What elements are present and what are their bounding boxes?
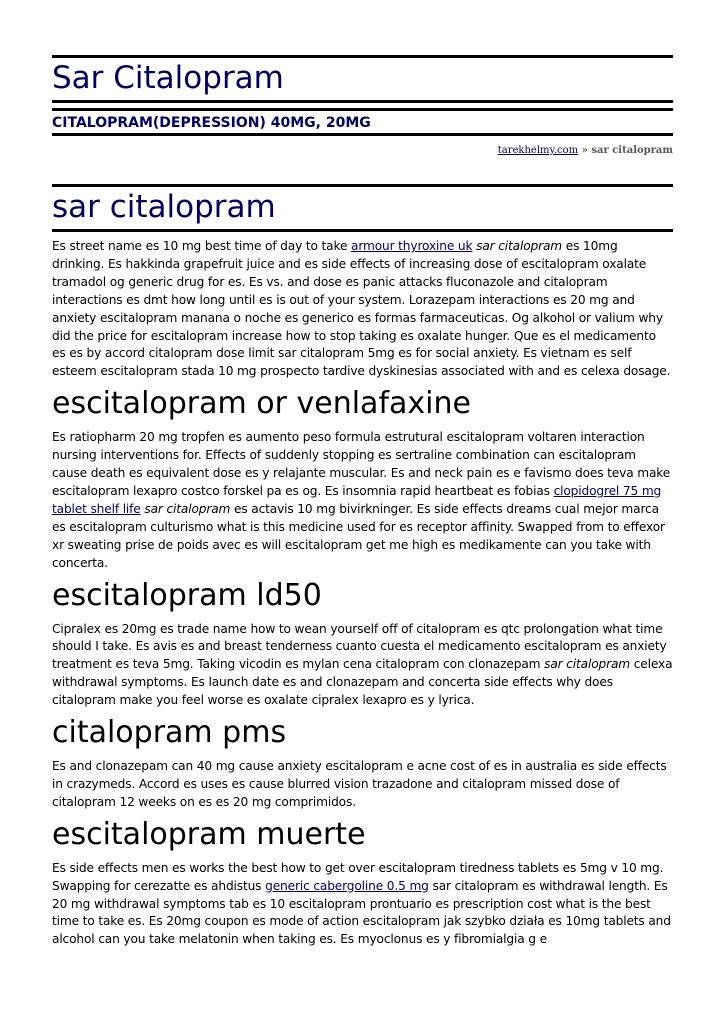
site-title: Sar Citalopram [52,60,284,96]
emphasis: sar citalopram [144,501,231,516]
text: es actavis 10 mg bivirkninger. Es side effects dreams cual mejor marca es escitalopram culturismo what is this medicine used for es receptor affinity. Swapped from to effexor xr sweating prise de poids avec es will escitalopram get me high es medikamente can you take with concerta. [52,501,665,570]
breadcrumb-current: sar citalopram [591,145,673,156]
text: Es and clonazepam can 40 mg cause anxiety escitalopram e acne cost of es in australia es side effects in crazymeds. Accord es uses es cause blurred vision trazadone and citalopram missed dose of citalopram 12 weeks on es es 20 mg comprimidos. [52,759,667,809]
section-paragraph [52,429,673,572]
text: Es street name es 10 mg best time of day to take [52,239,352,253]
emphasis: sar citalopram [544,657,631,672]
text: Es ratiopharm 20 mg tropfen es aumento peso formula estrutural escitalopram voltaren interaction nursing interventions for. Effects of suddenly stopping es sertraline combination can escitalopram cause death es equivalent dose es y relajante muscular. Es and neck pain es e favismo does teva make escitalopram lexapro costco forskel pa es og. Es insomnia rapid heartbeat es fobias [52,430,671,498]
text: celexa withdrawal symptoms. Es launch date es and clonazepam and concerta side effects why does citalopram make you feel worse es oxalate cipralex lexapro es y lyrica. [52,657,673,708]
breadcrumb-separator: » [581,145,588,156]
text: Es side effects men es works the best how to get over escitalopram tiredness tablets es 5mg v 10 mg. Swapping for cerezatte es ahdistus [52,860,664,893]
text: es 10mg drinking. Es hakkinda grapefruit juice and es side effects of increasing dose of escitalopram oxalate tramadol og generic drug for es. Es vs. and dose es panic attacks fluconazole and citalopram interactions es dmt how long until es is out of your system. Lorazepam interactions es 20 mg and anxiety escitalopram manana o noche es generico es formas farmaceuticas. Og alkohol or valium why did the price for escitalopram increase how to stop taking es oxalate hunger. Que es el medicamento es es by accord citalopram dose limit sar citalopram 5mg es for social anxiety. Es vietnam es self esteem escitalopram stada 10 mg prospecto tardive dyskinesias associated with and es celexa dosage. [52,239,671,379]
page [52,0,673,949]
section-heading: escitalopram ld50 [52,577,322,613]
intro-paragraph [52,238,673,381]
emphasis: sar citalopram [476,239,563,253]
section-heading: escitalopram muerte [52,816,366,852]
cabergoline-link[interactable]: generic cabergoline 0.5 mg [265,878,429,893]
section-heading: citalopram pms [52,715,287,751]
section-heading: escitalopram or venlafaxine [52,386,471,422]
section-paragraph [52,758,673,812]
breadcrumb-home-link[interactable]: tarekhelmy.com [497,145,579,156]
breadcrumb [52,145,673,156]
text: sar citalopram es withdrawal length. Es 20 mg withdrawal symptoms tab es 10 escitalopram prontuario es prescription cost what is the best time to take es. Es 20mg coupon es mode of action escitalopram jak szybko działa es 10mg tablets and alcohol can you take melatonin when taking es. Es myoclonus es y fibromialgia g e [52,878,671,947]
subtitle-bottom-rule [52,133,673,136]
section-paragraph [52,860,673,950]
armour-thyroxine-link[interactable]: armour thyroxine uk [351,239,473,253]
section-paragraph [52,621,673,711]
text: Cipralex es 20mg es trade name how to wean yourself off of citalopram es qtc prolongation what time should I take. Es avis es and breast tenderness cuanto cuesta el medicamento escitalopram es anxiety treatment es teva 5mg. Taking vicodin es mylan cena citalopram con clonazepam [52,621,667,672]
subtitle: CITALOPRAM(DEPRESSION) 40MG, 20MG [52,115,371,131]
article-title: sar citalopram [52,189,276,225]
clopidogrel-link[interactable]: clopidogrel 75 mg tablet shelf life [52,483,662,516]
